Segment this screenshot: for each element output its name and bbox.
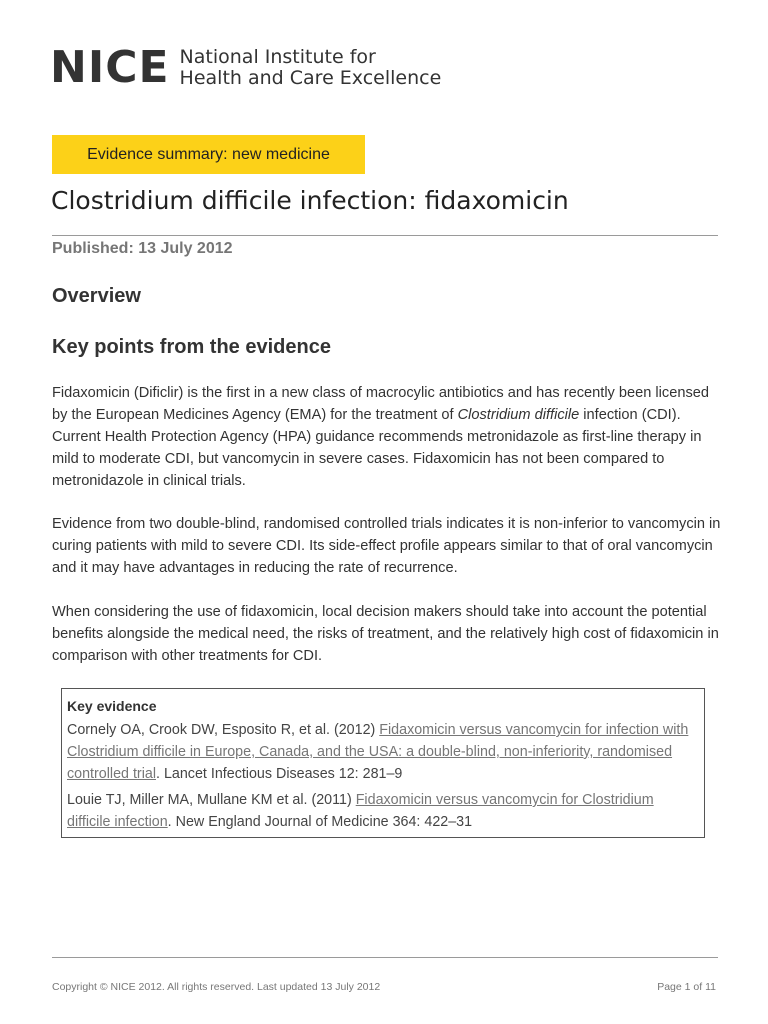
reference-source: . New England Journal of Medicine 364: 422–31 xyxy=(167,814,473,830)
footer-divider xyxy=(52,957,718,958)
reference-authors: Cornely OA, Crook DW, Esposito R, et al. (2012) xyxy=(67,722,380,738)
overview-heading: Overview xyxy=(52,285,141,307)
evidence-reference xyxy=(67,789,699,833)
logo-text xyxy=(180,47,442,89)
paragraph-1-italic: Clostridium difficile xyxy=(457,407,580,423)
key-evidence-heading: Key evidence xyxy=(67,698,157,714)
paragraph-2: Evidence from two double-blind, randomised controlled trials indicates it is non-inferior to vancomycin in curing patients with mild to severe CDI. Its side-effect profile appears similar to that of oral vancomycin and it may have advantages in reducing the rate of recurrence. xyxy=(52,516,721,576)
page-title: Clostridium difficile infection: fidaxomicin xyxy=(51,186,569,215)
reference-link[interactable]: Fidaxomicin versus vancomycin for infection with Clostridium difficile in Europe, Canada, and the USA: a double-blind, non-inferiority, randomised controlled trial xyxy=(67,722,689,782)
nice-logo xyxy=(50,42,442,93)
title-divider xyxy=(52,235,718,236)
evidence-reference xyxy=(67,719,699,785)
reference-authors: Louie TJ, Miller MA, Mullane KM et al. (2011) xyxy=(67,792,356,808)
paragraph-1 xyxy=(52,382,722,492)
paragraph-1-text-a: Fidaxomicin (Dificlir) is the first in a new class of macrocylic antibiotics and has recently been licensed by the European Medicines Agency (EMA) for the treatment of xyxy=(52,385,709,423)
logo-mark: NICE xyxy=(50,42,170,93)
logo-line-2: Health and Care Excellence xyxy=(179,67,442,89)
paragraph-3: When considering the use of fidaxomicin, local decision makers should take into account the potential benefits alongside the medical need, the risks of treatment, and the relatively high cost of fidaxomicin in comparison with other treatments for CDI. xyxy=(52,604,719,664)
footer-copyright: Copyright © NICE 2012. All rights reserved. Last updated 13 July 2012 xyxy=(52,981,381,993)
logo-line-1: National Institute for xyxy=(179,46,376,68)
key-points-heading: Key points from the evidence xyxy=(52,336,331,358)
reference-source: . Lancet Infectious Diseases 12: 281–9 xyxy=(156,766,403,782)
reference-link[interactable]: Fidaxomicin versus vancomycin for Clostridium difficile infection xyxy=(67,792,654,830)
paragraph-1-text-b: infection (CDI). Current Health Protection Agency (HPA) guidance recommends metronidazole as first-line therapy in mild to moderate CDI, but vancomycin in severe cases. Fidaxomicin has not been compared to metronidazole in clinical trials. xyxy=(52,407,702,489)
key-evidence-box xyxy=(61,688,705,838)
published-date: Published: 13 July 2012 xyxy=(52,240,233,257)
footer-page-number: Page 1 of 11 xyxy=(657,981,716,993)
document-type-badge: Evidence summary: new medicine xyxy=(52,135,365,174)
